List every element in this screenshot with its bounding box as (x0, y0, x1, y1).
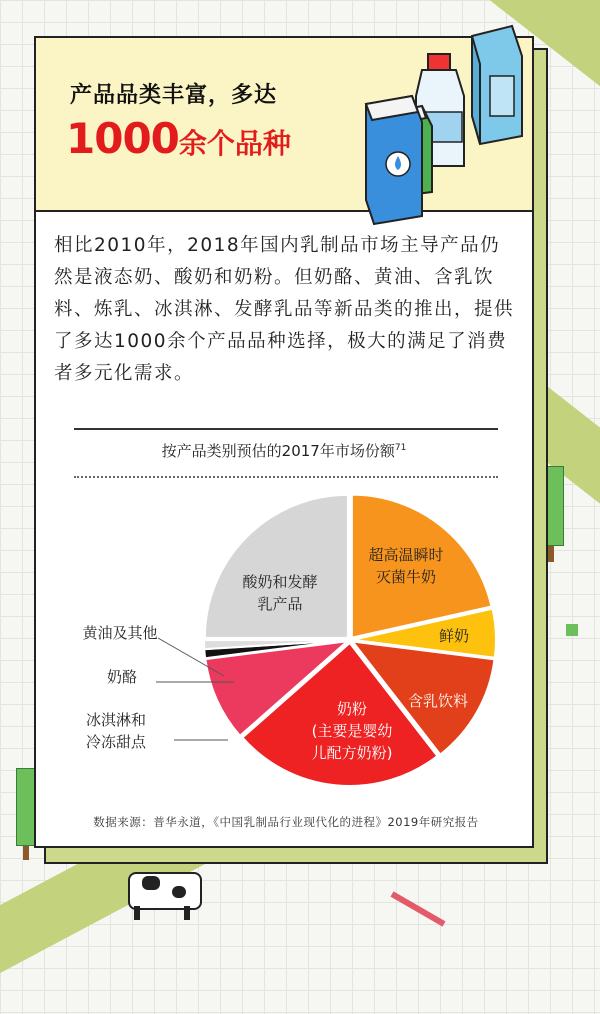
header-headline (66, 114, 291, 163)
slice-label-line: 超高温瞬时 (368, 546, 444, 564)
data-source: 数据来源：普华永道，《中国乳制品行业现代化的进程》2019年研究报告 (93, 815, 479, 829)
chart-title-footnote: 71 (394, 443, 407, 453)
pie-slice (205, 495, 348, 638)
divider-solid (74, 428, 498, 430)
milk-cartons-icon (322, 16, 542, 188)
cow-icon (128, 862, 208, 922)
slice-label (107, 668, 137, 686)
header-title: 产品品类丰富，多达 (70, 83, 278, 108)
header-big-number: 1000 (66, 114, 179, 163)
chart-title-text: 按产品类别预估的2017年市场份额 (161, 442, 395, 460)
slice-label-line: 奶粉 (336, 700, 368, 718)
slice-label-line: 奶酪 (106, 668, 138, 686)
slice-label (439, 627, 469, 645)
slice-label-line: 灭菌牛奶 (375, 568, 437, 586)
slice-label-line: 冰淇淋和 (85, 711, 147, 729)
header-big-suffix: 余个品种 (178, 127, 291, 160)
slice-label-line: 鲜奶 (438, 627, 470, 645)
slice-label (408, 692, 468, 710)
slice-label-line: 黄油及其他 (82, 624, 158, 642)
pie-chart (36, 478, 532, 808)
small-block-icon (566, 624, 578, 636)
slice-label-line: (主要是婴幼 (311, 722, 393, 740)
slice-label-line: 含乳饮料 (407, 692, 469, 710)
slice-label (82, 624, 157, 642)
slice-label-line: 乳产品 (257, 595, 303, 613)
card-header (36, 38, 532, 212)
info-card (34, 36, 534, 848)
slice-label (86, 711, 147, 751)
chart-title (36, 440, 532, 461)
sign-post-icon (391, 891, 446, 926)
slice-label-line: 酸奶和发酵 (242, 573, 318, 591)
slice-label-line: 冷冻甜点 (85, 733, 147, 751)
body-paragraph: 相比2010年，2018年国内乳制品市场主导产品仍然是液态奶、酸奶和奶粉。但奶酪、黄油、含乳饮料、炼乳、冰淇淋、发酵乳品等新品类的推出，提供了多达1000余个产品品种选择，极大的满足了消费者多元化需求。 (54, 235, 515, 384)
slice-label-line: 儿配方奶粉) (311, 744, 393, 762)
